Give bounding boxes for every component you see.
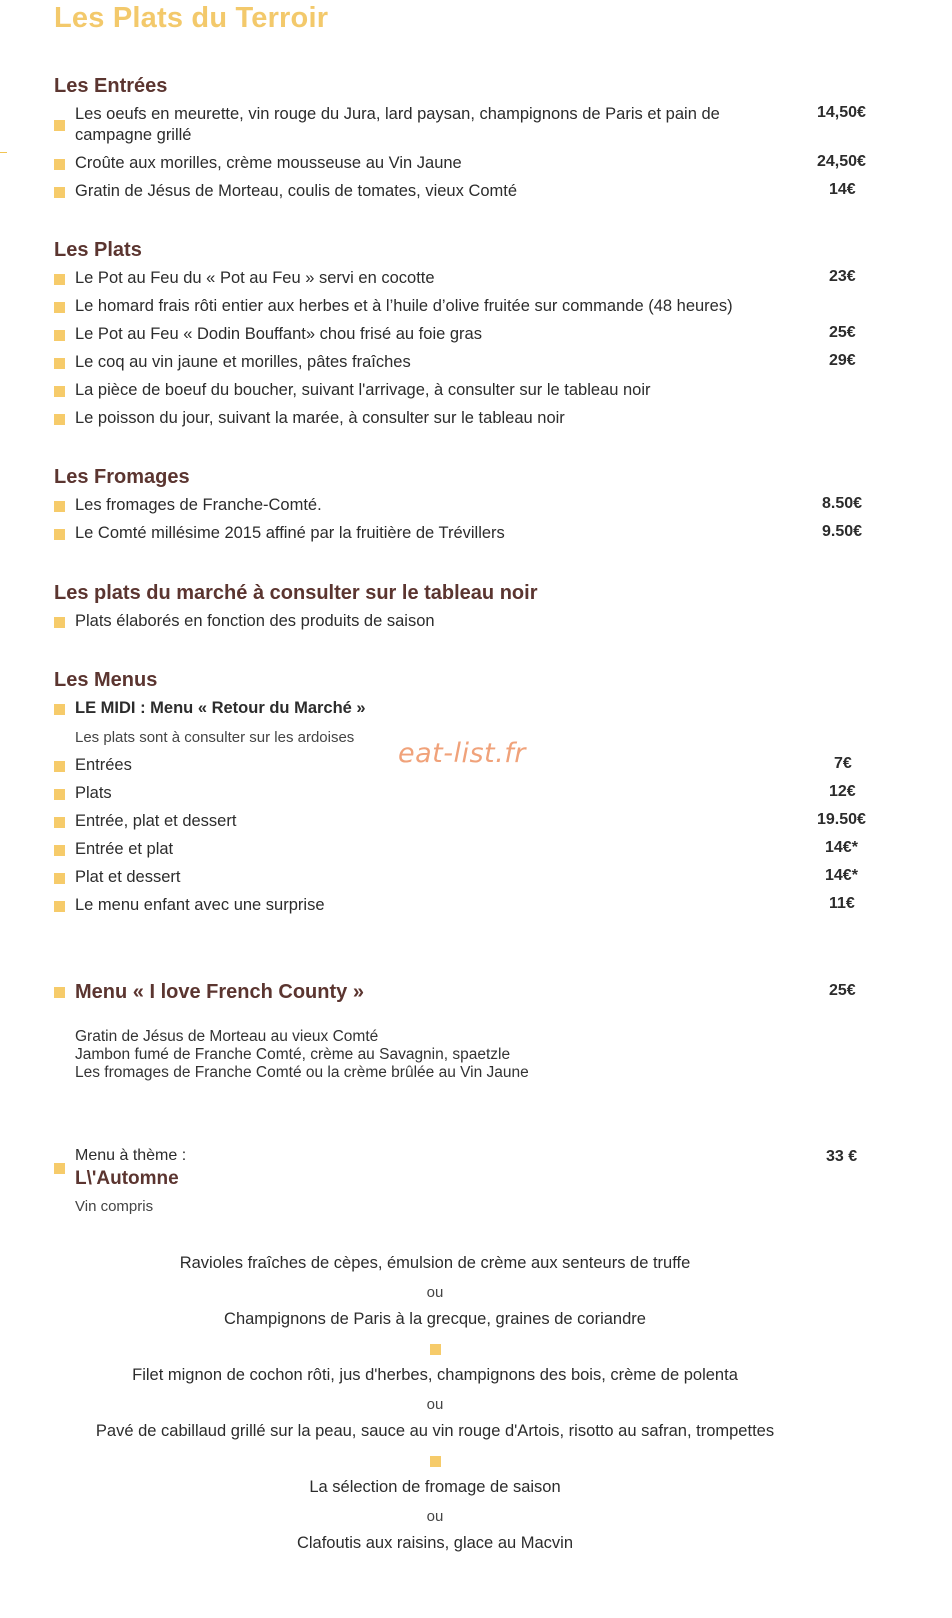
list-item [54, 104, 914, 148]
bullet-square-icon [54, 817, 65, 828]
item-text: Le poisson du jour, suivant la marée, à consulter sur le tableau noir [75, 409, 565, 427]
french-county-menu-title: Menu « I love French County » [75, 981, 364, 1003]
separator-square-icon [430, 1456, 441, 1467]
list-item [54, 755, 914, 777]
theme-or: ou [426, 1508, 444, 1525]
french-county-price: 25€ [829, 982, 856, 999]
theme-menu-name: L\'Automne [75, 1168, 179, 1189]
bullet-square-icon [54, 789, 65, 800]
item-price: 19.50€ [817, 811, 866, 828]
list-item [54, 153, 914, 175]
watermark: eat-list.fr [398, 738, 526, 769]
item-text: Plats [75, 784, 112, 802]
item-text: Le homard frais rôti entier aux herbes et à l’huile d’olive fruitée sur commande (48 heures) [75, 297, 733, 315]
bullet-square-icon [54, 704, 65, 715]
edge-marker [0, 152, 7, 153]
item-price: 14€* [825, 867, 858, 884]
item-text: Le coq au vin jaune et morilles, pâtes fraîches [75, 353, 411, 371]
bullet-square-icon [54, 386, 65, 397]
theme-menu-note: Vin compris [75, 1198, 154, 1215]
section-title-fromages: Les Fromages [54, 466, 190, 488]
item-text: Plats élaborés en fonction des produits de saison [75, 612, 435, 630]
bullet-square-icon [54, 617, 65, 628]
theme-course-line: Filet mignon de cochon rôti, jus d'herbes, champignons des bois, crème de polenta [132, 1366, 738, 1384]
list-item [54, 495, 914, 517]
page-title: Les Plats du Terroir [54, 2, 329, 34]
list-item [54, 698, 914, 720]
bullet-square-icon [54, 845, 65, 856]
theme-course-line: Clafoutis aux raisins, glace au Macvin [296, 1534, 574, 1552]
item-text: La pièce de boeuf du boucher, suivant l'arrivage, à consulter sur le tableau noir [75, 381, 651, 399]
bullet-square-icon [54, 761, 65, 772]
list-item [54, 839, 914, 861]
bullet-square-icon [54, 414, 65, 425]
list-item [54, 352, 914, 374]
item-price: 8.50€ [822, 495, 863, 512]
list-item [54, 783, 914, 805]
list-item [54, 268, 914, 290]
item-text: Les fromages de Franche-Comté. [75, 496, 322, 514]
bullet-square-icon [54, 187, 65, 198]
list-item [54, 181, 914, 203]
list-item [54, 611, 914, 633]
list-item [54, 811, 914, 833]
list-item [54, 867, 914, 889]
bullet-square-icon [54, 159, 65, 170]
item-price: 9.50€ [822, 523, 863, 540]
theme-menu-label: Menu à thème : [75, 1147, 187, 1164]
item-text: Le Pot au Feu du « Pot au Feu » servi en cocotte [75, 269, 435, 287]
bullet-square-icon [54, 358, 65, 369]
item-price: 23€ [829, 268, 856, 285]
item-price: 14,50€ [817, 104, 866, 121]
item-text: Gratin de Jésus de Morteau, coulis de tomates, vieux Comté [75, 182, 518, 200]
list-item [54, 523, 914, 545]
theme-course-line: Champignons de Paris à la grecque, graines de coriandre [224, 1310, 646, 1328]
item-price: 7€ [834, 755, 852, 772]
item-text: Le Pot au Feu « Dodin Bouffant» chou frisé au foie gras [75, 325, 482, 343]
theme-menu-price: 33 € [826, 1148, 858, 1165]
bullet-square-icon [54, 1163, 65, 1174]
item-price: 14€* [825, 839, 858, 856]
bullet-square-icon [54, 302, 65, 313]
bullet-square-icon [54, 529, 65, 540]
midi-menu-title: LE MIDI : Menu « Retour du Marché » [75, 699, 366, 717]
bullet-square-icon [54, 120, 65, 131]
bullet-square-icon [54, 901, 65, 912]
item-price: 14€ [829, 181, 856, 198]
list-item [54, 324, 914, 346]
item-text: Le menu enfant avec une surprise [75, 896, 325, 914]
bullet-square-icon [54, 330, 65, 341]
item-price: 11€ [829, 895, 855, 912]
list-item [54, 296, 914, 318]
item-price: 29€ [829, 352, 856, 369]
item-text: Les oeufs en meurette, vin rouge du Jura, lard paysan, champignons de Paris et pain de campagne grillé [75, 105, 720, 144]
midi-note: Les plats sont à consulter sur les ardoises [75, 729, 355, 746]
section-title-entrees: Les Entrées [54, 75, 168, 97]
theme-course-line: Ravioles fraîches de cèpes, émulsion de crème aux senteurs de truffe [179, 1254, 691, 1272]
bullet-square-icon [54, 501, 65, 512]
item-text: Le Comté millésime 2015 affiné par la fruitière de Trévillers [75, 524, 505, 542]
separator-square-icon [430, 1344, 441, 1355]
item-price: 12€ [829, 783, 856, 800]
bullet-square-icon [54, 274, 65, 285]
list-item [54, 380, 914, 402]
item-text: Plat et dessert [75, 868, 181, 886]
theme-course-line: La sélection de fromage de saison [309, 1478, 561, 1496]
item-text: Croûte aux morilles, crème mousseuse au Vin Jaune [75, 154, 462, 172]
theme-course-line: Pavé de cabillaud grillé sur la peau, sauce au vin rouge d'Artois, risotto au safran, trompettes [95, 1422, 775, 1440]
item-text: Entrées [75, 756, 132, 774]
list-item [54, 895, 914, 917]
bullet-square-icon [54, 873, 65, 884]
section-title-menus: Les Menus [54, 669, 158, 691]
section-title-plats: Les Plats [54, 239, 142, 261]
item-price: 24,50€ [817, 153, 866, 170]
theme-or: ou [426, 1396, 444, 1413]
item-text: Entrée, plat et dessert [75, 812, 237, 830]
list-item [54, 408, 914, 430]
section-title-marche: Les plats du marché à consulter sur le tableau noir [54, 582, 538, 604]
menu-course-line: Gratin de Jésus de Morteau au vieux Comté [75, 1028, 379, 1045]
item-text: Entrée et plat [75, 840, 174, 858]
theme-or: ou [426, 1284, 444, 1301]
menu-course-line: Jambon fumé de Franche Comté, crème au Savagnin, spaetzle [75, 1046, 511, 1063]
menu-course-line: Les fromages de Franche Comté ou la crème brûlée au Vin Jaune [75, 1064, 529, 1081]
bullet-square-icon [54, 987, 65, 998]
item-price: 25€ [829, 324, 856, 341]
